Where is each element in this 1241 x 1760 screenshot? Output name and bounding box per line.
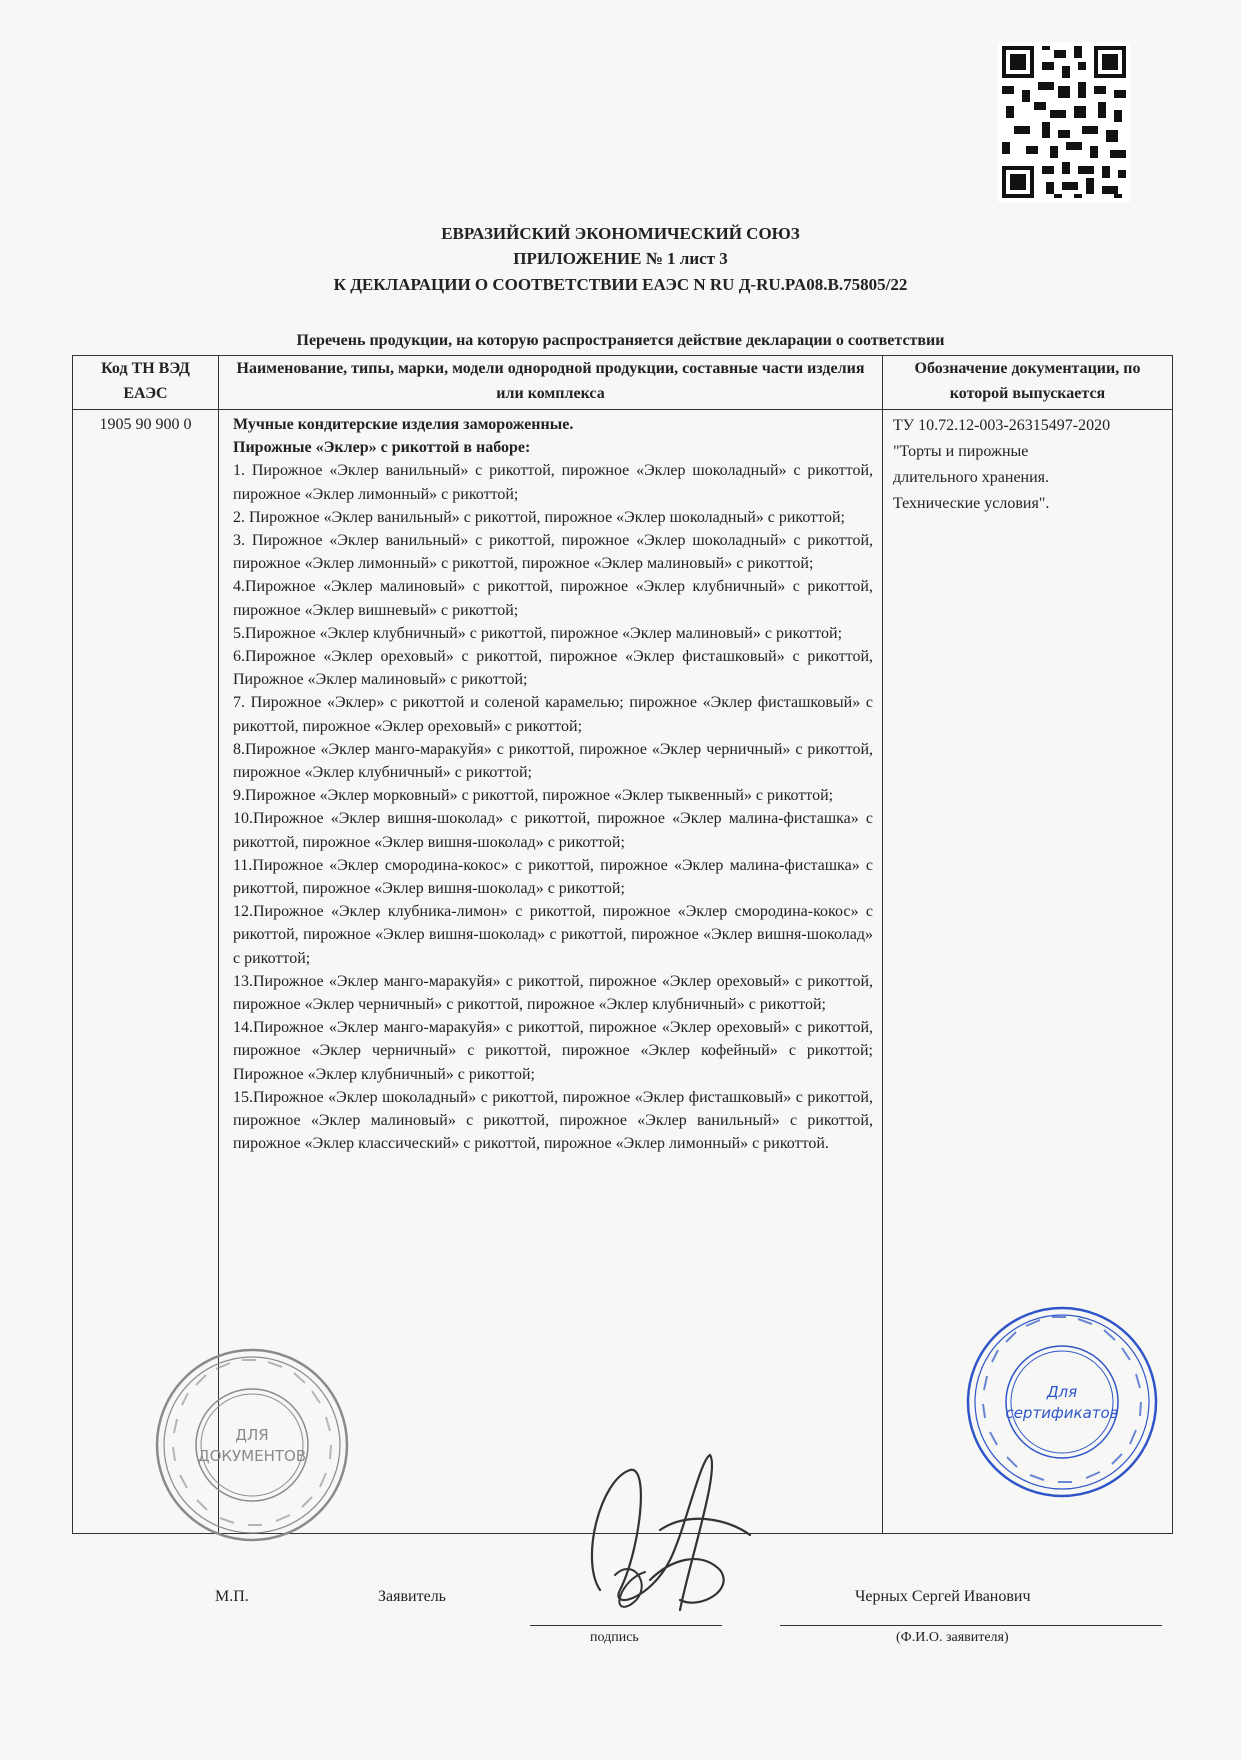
stamp-center-line1: Для: [1046, 1383, 1078, 1401]
list-item: 13.Пирожное «Эклер манго-маракуйя» с рикоттой, пирожное «Эклер ореховый» с рикоттой, пирожное «Эклер черничный» с рикоттой, пирожное «Эклер клубничный» с рикоттой;: [233, 972, 873, 1014]
header-union: ЕВРАЗИЙСКИЙ ЭКОНОМИЧЕСКИЙ СОЮЗ: [441, 224, 800, 243]
signature-line: [530, 1625, 722, 1626]
list-item: 4.Пирожное «Эклер малиновый» с рикоттой, пирожное «Эклер клубничный» с рикоттой, пирожное «Эклер вишневый» с рикоттой;: [233, 578, 873, 619]
mp-label: М.П.: [215, 1588, 249, 1605]
doc-line: ТУ 10.72.12-003-26315497-2020: [893, 417, 1111, 434]
hs-code-cell: 1905 90 900 0: [73, 410, 219, 1534]
list-item: 8.Пирожное «Эклер манго-маракуйя» с рикоттой, пирожное «Эклер черничный» с рикоттой, пирожное «Эклер клубничный» с рикоттой;: [233, 740, 873, 782]
doc-line: Технические условия".: [893, 495, 1050, 512]
company-seal-blue: [962, 1302, 1162, 1507]
product-group-title: Мучные кондитерские изделия замороженные.: [233, 416, 574, 433]
applicant-label: Заявитель: [378, 1588, 446, 1605]
list-item: 10.Пирожное «Эклер вишня-шоколад» с рикоттой, пирожное «Эклер малина-фисташка» с рикоттой, пирожное «Эклер вишня-шоколад» с рикоттой;: [233, 810, 873, 851]
stamp-center-line2: сертификатов: [1005, 1404, 1119, 1422]
qr-code: [998, 42, 1130, 202]
handwritten-signature: [560, 1440, 760, 1635]
header-declaration: К ДЕКЛАРАЦИИ О СООТВЕТСТВИИ ЕАЭС N RU Д-RU.PA08.B.75805/22: [333, 275, 908, 294]
list-item: 14.Пирожное «Эклер манго-маракуйя» с рикоттой, пирожное «Эклер ореховый» с рикоттой, пирожное «Эклер черничный» с рикоттой, пирожное «Эклер кофейный» с рикоттой; Пирожное «Эклер клубничный» с рикоттой;: [233, 1019, 873, 1083]
product-set-title: Пирожные «Эклер» с рикоттой в наборе:: [233, 439, 531, 457]
list-item: 7. Пирожное «Эклер» с рикоттой и соленой карамелью; пирожное «Эклер фисташковый» с рикоттой, пирожное «Эклер ореховый» с рикоттой;: [233, 694, 873, 735]
name-line: [780, 1625, 1162, 1626]
doc-line: "Торты и пирожные: [893, 443, 1029, 460]
list-item: 12.Пирожное «Эклер клубника-лимон» с рикоттой, пирожное «Эклер смородина-кокос» с рикоттой, пирожное «Эклер вишня-шоколад» с рикоттой, пирожное «Эклер вишня-шоколад» с рикоттой;: [233, 903, 873, 967]
name-caption: (Ф.И.О. заявителя): [896, 1630, 1009, 1645]
column-header-name: Наименование, типы, марки, модели однородной продукции, составные части изделия или комплекса: [219, 356, 883, 410]
list-item: 9.Пирожное «Эклер морковный» с рикоттой, пирожное «Эклер тыквенный» с рикоттой;: [233, 787, 834, 805]
header-appendix: ПРИЛОЖЕНИЕ № 1 лист 3: [513, 249, 728, 268]
list-item: 2. Пирожное «Эклер ванильный» с рикоттой, пирожное «Эклер шоколадный» с рикоттой;: [233, 508, 845, 526]
list-item: 15.Пирожное «Эклер шоколадный» с рикоттой, пирожное «Эклер фисташковый» с рикоттой, пирожное «Эклер малиновый» с рикоттой, пирожное «Эклер ванильный» с рикоттой, пирожное «Эклер классический» с рикоттой, пирожное «Эклер лимонный» с рикоттой.: [233, 1088, 873, 1153]
company-seal-gray: [152, 1345, 352, 1550]
table-header-row: [73, 356, 1173, 410]
signature-caption: подпись: [590, 1630, 639, 1645]
list-item: 5.Пирожное «Эклер клубничный» с рикоттой, пирожное «Эклер малиновый» с рикоттой;: [233, 624, 843, 642]
doc-line: длительного хранения.: [893, 469, 1050, 486]
list-item: 3. Пирожное «Эклер ванильный» с рикоттой, пирожное «Эклер шоколадный» с рикоттой, пирожное «Эклер лимонный» с рикоттой, пирожное «Эклер малиновый» с рикоттой;: [233, 532, 873, 573]
list-item: 1. Пирожное «Эклер ванильный» с рикоттой, пирожное «Эклер шоколадный» с рикоттой, пирожное «Эклер лимонный» с рикоттой;: [233, 462, 873, 503]
column-header-doc: Обозначение документации, по которой выпускается: [883, 356, 1173, 410]
column-header-code: Код ТН ВЭД ЕАЭС: [73, 356, 219, 410]
list-item: 6.Пирожное «Эклер ореховый» с рикоттой, пирожное «Эклер фисташковый» с рикоттой, Пирожное «Эклер малиновый» с рикоттой;: [233, 648, 873, 689]
table-caption: Перечень продукции, на которую распространяется действие декларации о соответствии: [296, 332, 945, 349]
gray-stamp-line2: ДОКУМЕНТОВ: [197, 1447, 307, 1465]
applicant-name: Черных Сергей Иванович: [855, 1588, 1031, 1605]
list-item: 11.Пирожное «Эклер смородина-кокос» с рикоттой, пирожное «Эклер малина-фисташка» с рикоттой, пирожное «Эклер вишня-шоколад» с рикоттой;: [233, 856, 873, 898]
gray-stamp-line1: ДЛЯ: [235, 1426, 269, 1444]
